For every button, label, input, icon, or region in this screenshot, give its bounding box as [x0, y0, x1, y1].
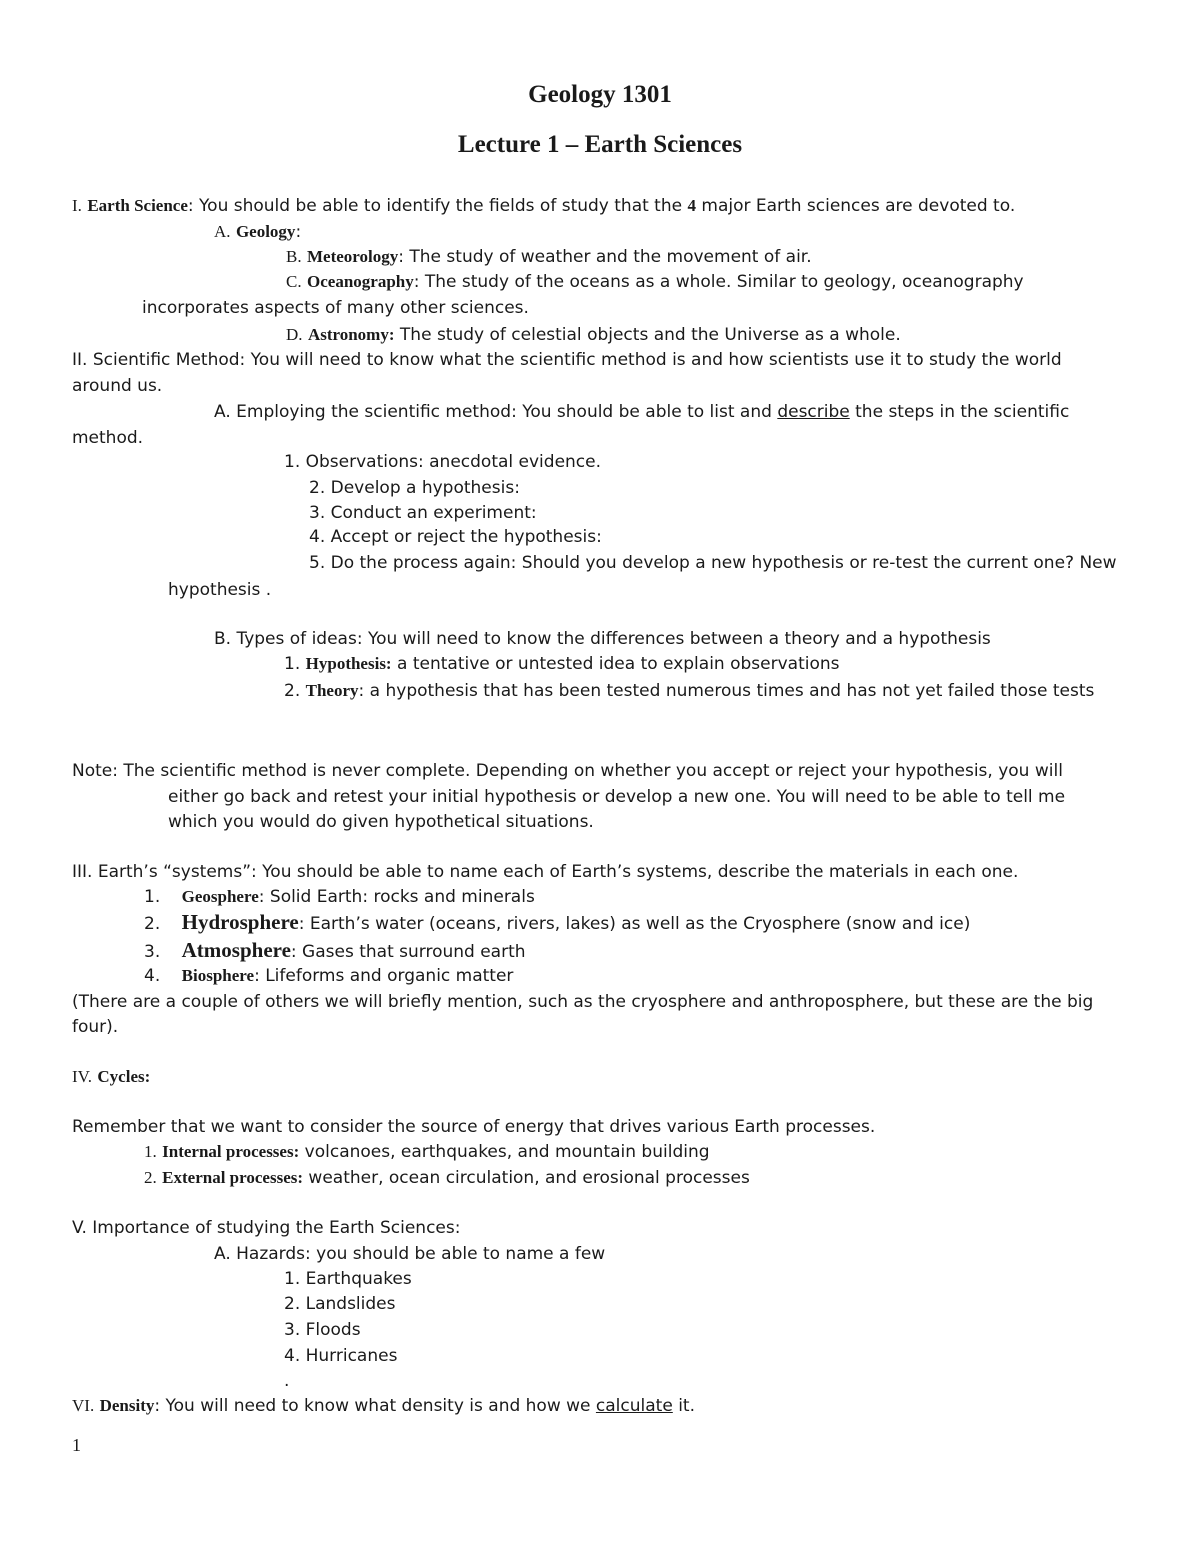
- section-2-heading: II. Scientific Method: You will need to know what the scientific method is and how scientists use it to study the world: [72, 350, 1062, 370]
- idea-type-hypothesis: 1. Hypothesis: a tentative or untested idea to explain observations: [284, 654, 840, 674]
- section-1-item-a: A. Geology:: [214, 222, 302, 242]
- section-2-item-a: A. Employing the scientific method: You should be able to list and describe the steps in the scientific: [214, 402, 1070, 422]
- section-1-item-c: C. Oceanography: The study of the oceans as a whole. Similar to geology, oceanography: [286, 272, 1024, 292]
- hazard-earthquakes: 1. Earthquakes: [284, 1269, 412, 1289]
- section-2-item-a-continued: method.: [72, 428, 144, 448]
- section-1-item-b: B. Meteorology: The study of weather and the movement of air.: [286, 247, 812, 267]
- section-1-item-d: D. Astronomy: The study of celestial objects and the Universe as a whole.: [286, 325, 901, 345]
- systems-note-line-2: four).: [72, 1017, 119, 1037]
- section-2-heading-continued: around us.: [72, 376, 163, 396]
- system-geosphere: 1. Geosphere: Solid Earth: rocks and minerals: [144, 887, 535, 907]
- method-step-4: 4. Accept or reject the hypothesis:: [309, 527, 602, 547]
- system-biosphere: 4. Biosphere: Lifeforms and organic matter: [144, 966, 514, 986]
- cycle-external: 2. External processes: weather, ocean circulation, and erosional processes: [144, 1168, 750, 1188]
- cycle-internal: 1. Internal processes: volcanoes, earthquakes, and mountain building: [144, 1142, 710, 1162]
- method-step-2: 2. Develop a hypothesis:: [309, 478, 520, 498]
- hazard-floods: 3. Floods: [284, 1320, 361, 1340]
- system-hydrosphere: 2. Hydrosphere: Earth’s water (oceans, rivers, lakes) as well as the Cryosphere (snow and ice): [144, 910, 971, 934]
- section-5-heading: V. Importance of studying the Earth Sciences:: [72, 1218, 461, 1238]
- section-2-item-b: B. Types of ideas: You will need to know the differences between a theory and a hypothesis: [214, 629, 991, 649]
- method-step-3: 3. Conduct an experiment:: [309, 503, 537, 523]
- method-step-1: 1. Observations: anecdotal evidence.: [284, 452, 602, 472]
- cycles-intro: Remember that we want to consider the source of energy that drives various Earth processes.: [72, 1117, 876, 1137]
- method-step-5: 5. Do the process again: Should you develop a new hypothesis or re-test the current one? New: [309, 553, 1117, 573]
- document-subtitle: Lecture 1 – Earth Sciences: [457, 131, 743, 158]
- section-1-item-c-continued: incorporates aspects of many other sciences.: [142, 298, 529, 318]
- section-4-heading: IV. Cycles:: [72, 1067, 151, 1086]
- idea-type-theory: 2. Theory: a hypothesis that has been tested numerous times and has not yet failed those tests: [284, 681, 1095, 701]
- system-atmosphere: 3. Atmosphere: Gases that surround earth: [144, 938, 526, 962]
- hazard-landslides: 2. Landslides: [284, 1294, 396, 1314]
- page-number: 1: [72, 1435, 81, 1455]
- systems-note-line-1: (There are a couple of others we will briefly mention, such as the cryosphere and anthroposphere, but these are the big: [72, 992, 1094, 1012]
- section-3-heading: III. Earth’s “systems”: You should be able to name each of Earth’s systems, describe the materials in each one.: [72, 862, 1019, 882]
- note-line-2: either go back and retest your initial hypothesis or develop a new one. You will need to be able to tell me: [168, 787, 1066, 807]
- note-line-1: Note: The scientific method is never complete. Depending on whether you accept or reject your hypothesis, you will: [72, 761, 1063, 781]
- section-1-heading: I. Earth Science: You should be able to identify the fields of study that the 4 major Earth sciences are devoted to.: [72, 196, 1016, 216]
- hazard-hurricanes: 4. Hurricanes: [284, 1346, 398, 1366]
- note-line-3: which you would do given hypothetical situations.: [168, 812, 594, 832]
- section-5-item-a: A. Hazards: you should be able to name a few: [214, 1244, 606, 1264]
- section-6-heading: VI. Density: You will need to know what density is and how we calculate it.: [72, 1396, 695, 1416]
- document-title: Geology 1301: [528, 81, 672, 108]
- method-step-5-continued: hypothesis .: [168, 580, 272, 600]
- hazard-list-dot: .: [284, 1371, 290, 1391]
